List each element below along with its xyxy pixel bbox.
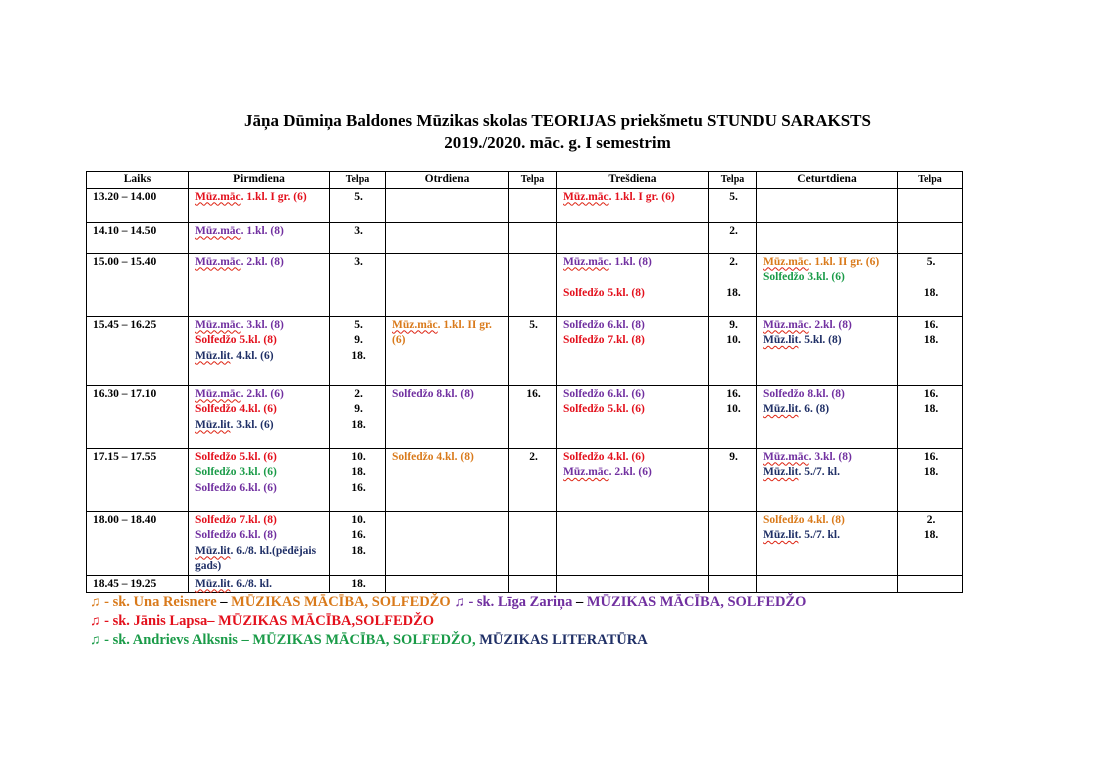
legend-subjects: – MŪZIKAS MĀCĪBA,SOLFEDŽO — [207, 613, 435, 629]
room-number: 16. — [923, 318, 939, 331]
legend-line-3 — [90, 632, 648, 649]
room-cell-wed — [709, 222, 757, 253]
lesson-entry: Mūz.māc. 1.kl. I gr. (6) — [563, 190, 675, 203]
lesson-entry: Mūz.māc. 2.kl. (6) — [195, 387, 284, 400]
lesson-entry: Mūz.māc. 2.kl. (6) — [563, 466, 652, 478]
room-number: 16. — [351, 529, 366, 541]
room-cell-wed — [709, 448, 757, 511]
room-number: 10. — [726, 403, 741, 415]
col-header-room: Telpa — [330, 172, 386, 189]
room-cell-tue — [509, 575, 557, 593]
lesson-cell-wed — [557, 575, 709, 593]
lesson-cell-mon — [189, 385, 330, 448]
room-number: 10. — [726, 334, 741, 346]
table-row — [87, 316, 963, 385]
lesson-entry: Solfedžo 6.kl. (6) — [563, 387, 645, 400]
legend-dash: – — [572, 594, 587, 610]
lesson-entry: Solfedžo 5.kl. (8) — [195, 334, 277, 346]
lesson-entry: Solfedžo 6.kl. (8) — [195, 529, 277, 541]
room-number — [904, 270, 958, 286]
room-number: 5. — [529, 318, 538, 331]
lesson-entry: Solfedžo 8.kl. (8) — [392, 387, 474, 400]
lesson-cell-thu — [757, 385, 898, 448]
room-number: 9. — [729, 318, 738, 331]
room-number: 3. — [354, 255, 363, 268]
music-note-icon: ♫ — [454, 595, 465, 610]
room-cell-thu — [898, 448, 963, 511]
room-number: 18. — [351, 577, 366, 590]
lesson-cell-tue — [386, 188, 509, 222]
lesson-entry: Solfedžo 4.kl. (8) — [392, 450, 474, 463]
room-cell-mon — [330, 222, 386, 253]
room-number: 2. — [729, 224, 738, 237]
time-slot: 15.45 – 16.25 — [87, 316, 189, 385]
time-slot: 18.45 – 19.25 — [87, 575, 189, 593]
room-cell-wed — [709, 316, 757, 385]
lesson-entry: Mūz.māc. 1.kl. (8) — [563, 255, 652, 268]
lesson-entry: Mūz.māc. 1.kl. II gr. (6) — [392, 318, 492, 346]
room-number: 2. — [729, 255, 738, 268]
room-number: 16. — [726, 387, 741, 400]
room-cell-thu — [898, 222, 963, 253]
lesson-cell-thu — [757, 316, 898, 385]
room-number: 5. — [926, 255, 936, 268]
lesson-cell-mon — [189, 188, 330, 222]
lesson-cell-mon — [189, 316, 330, 385]
room-number: 18. — [923, 466, 939, 478]
lesson-entry: Solfedžo 5.kl. (6) — [195, 450, 277, 463]
room-cell-thu — [898, 316, 963, 385]
lesson-cell-tue — [386, 385, 509, 448]
time-slot: 17.15 – 17.55 — [87, 448, 189, 511]
room-cell-tue — [509, 511, 557, 575]
legend-teacher: - sk. Jānis Lapsa — [100, 613, 208, 629]
lesson-entry: Mūz.lit. 5./7. kl. — [763, 466, 840, 478]
lesson-entry: Mūz.māc. 2.kl. (8) — [763, 318, 852, 331]
table-row — [87, 188, 963, 222]
room-number: 5. — [354, 190, 363, 203]
room-number: 16. — [923, 450, 939, 463]
lesson-cell-tue — [386, 575, 509, 593]
lesson-entry: Mūz.māc. 2.kl. (8) — [195, 255, 284, 268]
lesson-cell-tue — [386, 253, 509, 316]
lesson-cell-mon — [189, 575, 330, 593]
room-number: 5. — [354, 318, 363, 331]
lesson-entry: Mūz.lit. 6./8. kl.(pēdējais gads) — [195, 544, 317, 572]
legend-dash: – — [237, 632, 253, 648]
lesson-cell-wed — [557, 188, 709, 222]
col-header-time: Laiks — [87, 172, 189, 189]
lesson-cell-tue — [386, 511, 509, 575]
schedule-subtitle: 2019./2020. māc. g. I semestrim — [444, 133, 671, 152]
room-cell-wed — [709, 253, 757, 316]
lesson-cell-wed — [557, 511, 709, 575]
time-slot: 13.20 – 14.00 — [87, 188, 189, 222]
col-header-room: Telpa — [898, 172, 963, 189]
lesson-entry: Mūz.lit. 3.kl. (6) — [195, 418, 274, 431]
legend-line-1 — [90, 594, 806, 611]
room-number: 18. — [351, 466, 366, 478]
music-note-icon: ♫ — [90, 595, 101, 610]
room-number: 5. — [729, 190, 738, 203]
time-slot: 15.00 – 15.40 — [87, 253, 189, 316]
schedule-table — [86, 171, 963, 593]
lesson-entry: Mūz.lit. 5.kl. (8) — [763, 334, 842, 346]
schedule-title: Jāņa Dūmiņa Baldones Mūzikas skolas TEORIJAS priekšmetu STUNDU SARAKSTS — [244, 111, 871, 130]
lesson-entry: Solfedžo 7.kl. (8) — [563, 334, 645, 346]
lesson-entry: Mūz.lit. 6. (8) — [763, 403, 830, 415]
music-note-icon: ♫ — [90, 614, 101, 629]
lesson-entry: Solfedžo 6.kl. (6) — [195, 481, 277, 494]
lesson-entry: Solfedžo 3.kl. (6) — [195, 466, 277, 478]
room-cell-tue — [509, 316, 557, 385]
room-cell-mon — [330, 316, 386, 385]
room-number: 18. — [923, 403, 939, 415]
lesson-entry: Mūz.māc. 3.kl. (8) — [763, 450, 852, 463]
room-number: 18. — [923, 529, 939, 541]
room-cell-mon — [330, 188, 386, 222]
lesson-cell-tue — [386, 222, 509, 253]
lesson-entry: Solfedžo 4.kl. (6) — [195, 403, 277, 415]
lesson-cell-wed — [557, 385, 709, 448]
legend-teacher: - sk. Una Reisnere — [100, 594, 217, 610]
lesson-entry: Mūz.māc. 1.kl. I gr. (6) — [195, 190, 307, 203]
room-number: 18. — [923, 286, 939, 299]
room-cell-tue — [509, 448, 557, 511]
col-header-room: Telpa — [709, 172, 757, 189]
lesson-cell-wed — [557, 448, 709, 511]
lesson-cell-thu — [757, 188, 898, 222]
col-header-wednesday: Trešdiena — [557, 172, 709, 189]
lesson-cell-thu — [757, 575, 898, 593]
music-note-icon: ♫ — [90, 633, 101, 648]
lesson-cell-thu — [757, 448, 898, 511]
lesson-cell-tue — [386, 448, 509, 511]
lesson-cell-wed — [557, 253, 709, 316]
room-number: 16. — [351, 481, 366, 494]
lesson-cell-mon — [189, 511, 330, 575]
legend-subjects: MŪZIKAS MĀCĪBA, SOLFEDŽO — [586, 594, 807, 610]
legend-subjects-literature: MŪZIKAS LITERATŪRA — [479, 632, 648, 648]
room-cell-thu — [898, 511, 963, 575]
lesson-cell-thu — [757, 511, 898, 575]
room-cell-wed — [709, 575, 757, 593]
room-number: 18. — [351, 544, 366, 557]
room-number: 9. — [354, 334, 363, 346]
room-cell-tue — [509, 385, 557, 448]
lesson-entry: Solfedžo 4.kl. (8) — [763, 513, 845, 526]
room-number: 9. — [354, 403, 363, 415]
time-slot: 16.30 – 17.10 — [87, 385, 189, 448]
header-row — [87, 172, 963, 189]
time-slot: 18.00 – 18.40 — [87, 511, 189, 575]
room-number: 2. — [529, 450, 538, 463]
lesson-entry: Mūz.māc. 1.kl. (8) — [195, 224, 284, 237]
lesson-cell-mon — [189, 253, 330, 316]
lesson-entry: Mūz.māc. 1.kl. II gr. (6) — [763, 255, 880, 268]
room-cell-mon — [330, 448, 386, 511]
lesson-cell-thu — [757, 253, 898, 316]
table-row — [87, 511, 963, 575]
room-cell-wed — [709, 511, 757, 575]
room-cell-thu — [898, 188, 963, 222]
room-number: 9. — [729, 450, 738, 463]
room-number: 18. — [923, 334, 939, 346]
legend-subjects: MŪZIKAS MĀCĪBA, SOLFEDŽO, — [252, 632, 480, 648]
col-header-tuesday: Otrdiena — [386, 172, 509, 189]
lesson-entry: Solfedžo 4.kl. (6) — [563, 450, 645, 463]
room-number: 3. — [354, 224, 363, 237]
lesson-cell-wed — [557, 222, 709, 253]
lesson-entry: Mūz.lit. 6./8. kl. — [195, 577, 272, 590]
room-number: 16. — [923, 387, 939, 400]
col-header-thursday: Ceturtdiena — [757, 172, 898, 189]
table-row — [87, 222, 963, 253]
legend-line-2 — [90, 613, 434, 630]
lesson-cell-wed — [557, 316, 709, 385]
lesson-cell-thu — [757, 222, 898, 253]
lesson-entry: Solfedžo 8.kl. (8) — [763, 387, 845, 400]
table-row — [87, 448, 963, 511]
lesson-entry: Solfedžo 5.kl. (6) — [563, 403, 645, 415]
lesson-entry: Solfedžo 5.kl. (8) — [563, 286, 645, 299]
room-number: 18. — [351, 418, 366, 431]
lesson-entry: Solfedžo 3.kl. (6) — [763, 271, 845, 283]
table-row — [87, 253, 963, 316]
legend-teacher: - sk. Andrievs Alksnis — [100, 632, 238, 648]
room-cell-wed — [709, 188, 757, 222]
room-cell-mon — [330, 253, 386, 316]
lesson-entry: Solfedžo 7.kl. (8) — [195, 513, 277, 526]
table-row — [87, 385, 963, 448]
lesson-entry: Mūz.lit. 4.kl. (6) — [195, 349, 274, 362]
legend-subjects: MŪZIKAS MĀCĪBA, SOLFEDŽO — [231, 594, 455, 610]
room-cell-tue — [509, 222, 557, 253]
col-header-monday: Pirmdiena — [189, 172, 330, 189]
room-number: 10. — [351, 450, 366, 463]
room-cell-tue — [509, 188, 557, 222]
room-number: 18. — [726, 286, 741, 299]
room-number: 16. — [526, 387, 541, 400]
room-cell-thu — [898, 385, 963, 448]
lesson-entry — [563, 270, 704, 286]
col-header-room: Telpa — [509, 172, 557, 189]
lesson-cell-tue — [386, 316, 509, 385]
room-cell-mon — [330, 575, 386, 593]
table-row — [87, 575, 963, 593]
room-number: 10. — [351, 513, 366, 526]
room-cell-wed — [709, 385, 757, 448]
lesson-entry: Mūz.māc. 3.kl. (8) — [195, 318, 284, 331]
room-cell-tue — [509, 253, 557, 316]
lesson-entry: Mūz.lit. 5./7. kl. — [763, 529, 840, 541]
room-number — [715, 270, 752, 286]
room-cell-mon — [330, 511, 386, 575]
room-number: 2. — [926, 513, 936, 526]
room-cell-mon — [330, 385, 386, 448]
legend-teacher: - sk. Līga Zariņa — [464, 594, 573, 610]
lesson-cell-mon — [189, 448, 330, 511]
time-slot: 14.10 – 14.50 — [87, 222, 189, 253]
room-cell-thu — [898, 253, 963, 316]
lesson-cell-mon — [189, 222, 330, 253]
legend-dash: – — [216, 594, 232, 610]
room-number: 2. — [354, 387, 363, 400]
room-number: 18. — [351, 349, 366, 362]
lesson-entry: Solfedžo 6.kl. (8) — [563, 318, 645, 331]
room-cell-thu — [898, 575, 963, 593]
